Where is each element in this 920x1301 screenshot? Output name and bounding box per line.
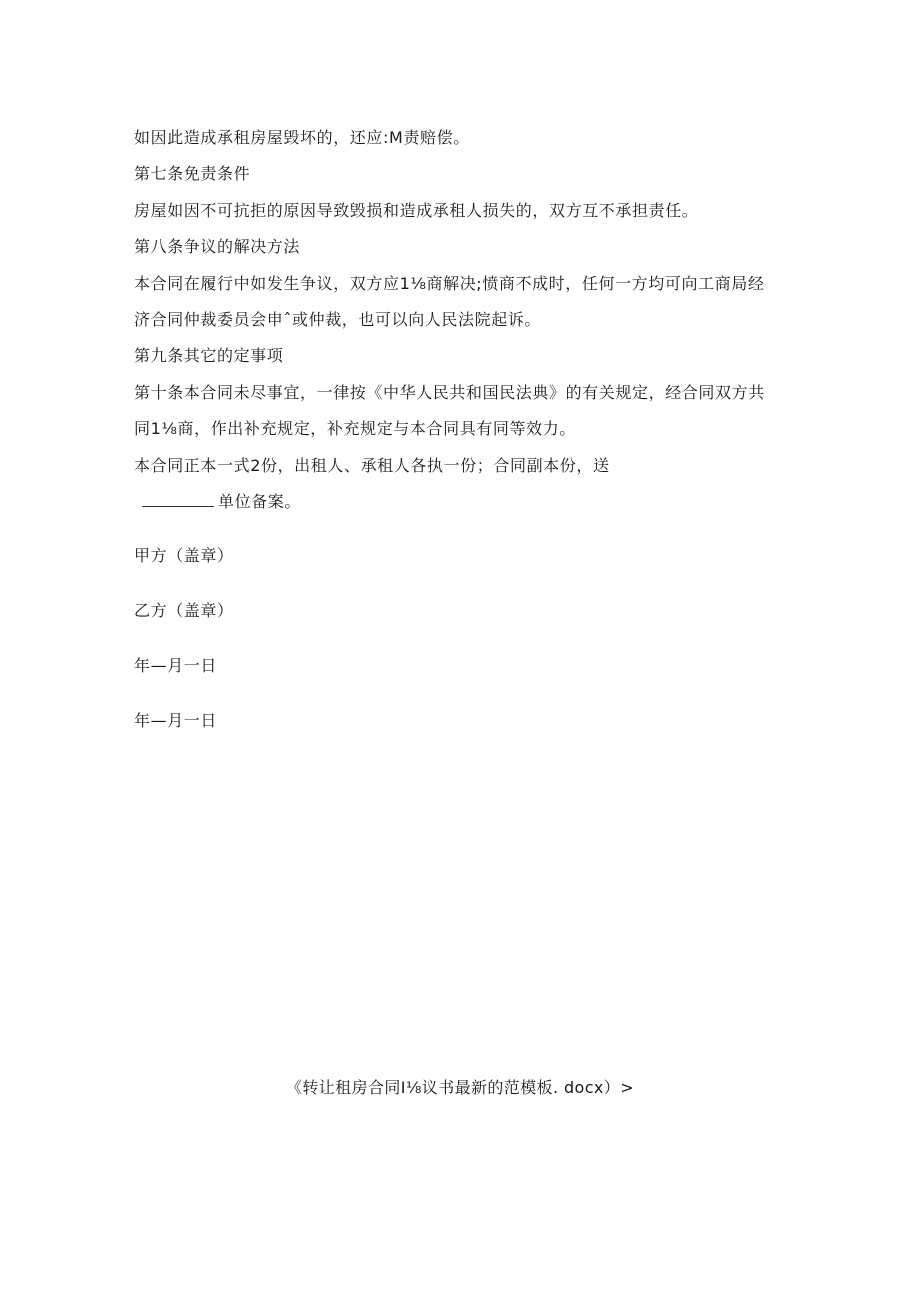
clause-heading-7: 第七条免责条件 [134, 164, 251, 183]
filing-line-text: 单位备案。 [218, 492, 302, 511]
filing-line [142, 492, 301, 512]
signature-date: 年—月一日 [134, 711, 218, 730]
clause-text-line: 本合同正本一式2份，出租人、承租人各执一份；合同副本份，送 [134, 456, 610, 475]
party-b-signature: 乙方（盖章） [134, 601, 234, 620]
clause-heading-8: 第八条争议的解决方法 [134, 237, 301, 256]
document-footer: 《转让租房合同I⅛议书最新的范模板. docx）> [285, 1078, 635, 1097]
clause-text-line: 房屋如因不可抗拒的原因导致毁损和造成承租人损失的，双方互不承担责任。 [134, 201, 699, 220]
clause-text-line: 济合同仲裁委员会申ˆ或仲裁，也可以向人民法院起诉。 [134, 310, 542, 329]
clause-text-line: 如因此造成承租房屋毁坏的，还应:M责赔偿。 [134, 128, 470, 147]
clause-heading-9: 第九条其它的定事项 [134, 346, 284, 365]
party-a-signature: 甲方（盖章） [134, 546, 234, 565]
fill-in-blank [142, 492, 214, 507]
clause-text-line: 第十条本合同未尽事宜，一律按《中华人民共和国民法典》的有关规定，经合同双方共 [134, 383, 765, 402]
signature-date: 年—月一日 [134, 656, 218, 675]
clause-text-line: 同1⅛商，作出补充规定，补充规定与本合同具有同等效力。 [134, 419, 576, 438]
clause-text-line: 本合同在履行中如发生争议，双方应1⅛商解决;愤商不成时，任何一方均可向工商局经 [134, 274, 765, 293]
